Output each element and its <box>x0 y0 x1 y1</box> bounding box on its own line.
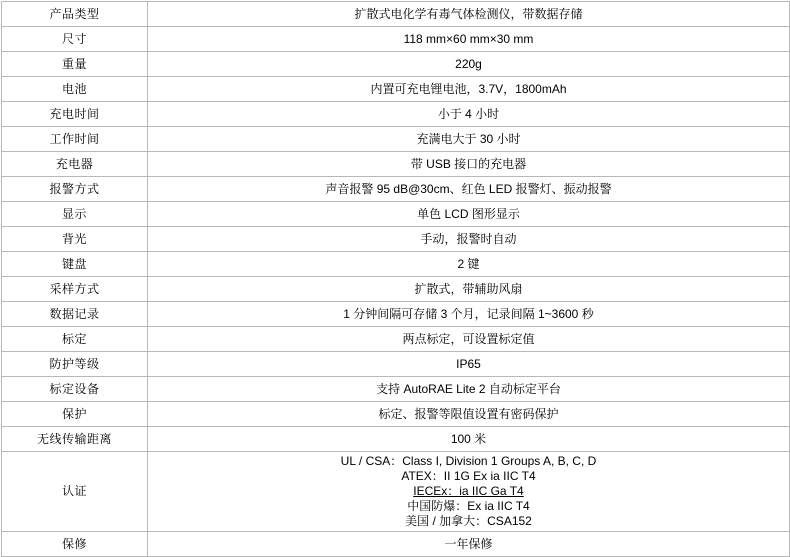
table-row <box>2 127 790 152</box>
row-label: 防护等级 <box>2 352 148 377</box>
table-row <box>2 327 790 352</box>
certification-line-atex: ATEX：II 1G Ex ia IIC T4 <box>401 469 536 483</box>
table-row <box>2 252 790 277</box>
table-row <box>2 102 790 127</box>
row-value: 支持 AutoRAE Lite 2 自动标定平台 <box>148 377 790 402</box>
specification-table-body <box>2 2 790 557</box>
row-value: 小于 4 小时 <box>148 102 790 127</box>
row-label: 显示 <box>2 202 148 227</box>
table-row <box>2 352 790 377</box>
row-label: 保护 <box>2 402 148 427</box>
row-label: 电池 <box>2 77 148 102</box>
certification-line-ul-csa: UL / CSA：Class I, Division 1 Groups A, B, C, D <box>340 454 597 468</box>
row-label: 尺寸 <box>2 27 148 52</box>
row-label: 背光 <box>2 227 148 252</box>
table-row-warranty <box>2 532 790 557</box>
certification-line-us-canada: 美国 / 加拿大：CSA152 <box>405 514 532 528</box>
table-row <box>2 27 790 52</box>
table-row-certification <box>2 452 790 532</box>
row-value: 内置可充电锂电池，3.7V，1800mAh <box>148 77 790 102</box>
table-row <box>2 277 790 302</box>
table-row <box>2 402 790 427</box>
table-row <box>2 377 790 402</box>
row-value: 声音报警 95 dB@30cm、红色 LED 报警灯、振动报警 <box>148 177 790 202</box>
table-row <box>2 302 790 327</box>
row-value: 扩散式电化学有毒气体检测仪，带数据存储 <box>148 2 790 27</box>
table-row <box>2 152 790 177</box>
row-value: 一年保修 <box>148 532 790 557</box>
row-value: 单色 LCD 图形显示 <box>148 202 790 227</box>
row-label: 工作时间 <box>2 127 148 152</box>
row-value: 2 键 <box>148 252 790 277</box>
row-label: 无线传输距离 <box>2 427 148 452</box>
certification-value <box>148 452 790 532</box>
row-label: 采样方式 <box>2 277 148 302</box>
row-value: IP65 <box>148 352 790 377</box>
table-row <box>2 227 790 252</box>
table-row <box>2 2 790 27</box>
row-value: 100 米 <box>148 427 790 452</box>
row-label: 认证 <box>2 452 148 532</box>
row-value: 手动，报警时自动 <box>148 227 790 252</box>
row-value: 1 分钟间隔可存储 3 个月，记录间隔 1~3600 秒 <box>148 302 790 327</box>
row-label: 充电器 <box>2 152 148 177</box>
table-row <box>2 202 790 227</box>
table-row <box>2 77 790 102</box>
table-row <box>2 177 790 202</box>
certification-line-iecex: IECEx：ia IIC Ga T4 <box>413 484 524 498</box>
row-value: 带 USB 接口的充电器 <box>148 152 790 177</box>
specification-table <box>1 1 790 557</box>
row-label: 产品类型 <box>2 2 148 27</box>
row-label: 数据记录 <box>2 302 148 327</box>
table-row <box>2 52 790 77</box>
table-row <box>2 427 790 452</box>
row-label: 重量 <box>2 52 148 77</box>
row-label: 保修 <box>2 532 148 557</box>
row-value: 充满电大于 30 小时 <box>148 127 790 152</box>
row-value: 220g <box>148 52 790 77</box>
row-value: 标定、报警等限值设置有密码保护 <box>148 402 790 427</box>
row-label: 充电时间 <box>2 102 148 127</box>
row-label: 报警方式 <box>2 177 148 202</box>
row-value: 扩散式，带辅助风扇 <box>148 277 790 302</box>
row-label: 标定设备 <box>2 377 148 402</box>
row-label: 键盘 <box>2 252 148 277</box>
certification-line-china-ex: 中国防爆：Ex ia IIC T4 <box>407 499 530 513</box>
row-value: 118 mm×60 mm×30 mm <box>148 27 790 52</box>
row-label: 标定 <box>2 327 148 352</box>
row-value: 两点标定，可设置标定值 <box>148 327 790 352</box>
